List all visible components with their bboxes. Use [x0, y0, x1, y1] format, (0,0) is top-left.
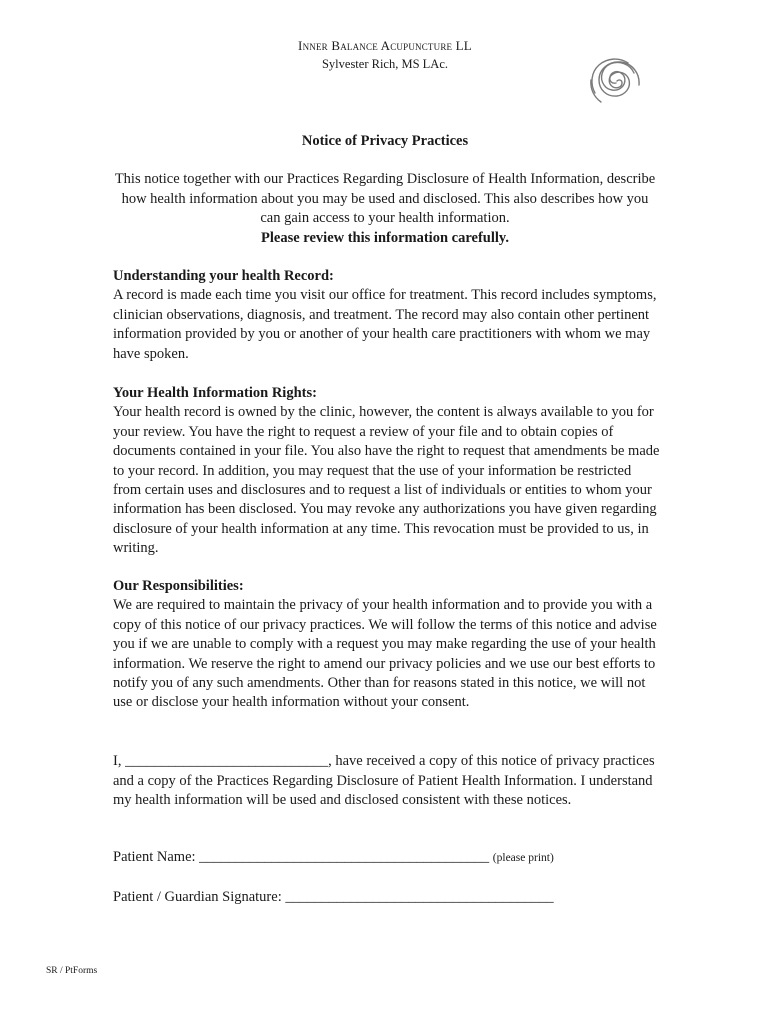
intro-text: This notice together with our Practices Regarding Disclosure of Health Information, describe how health information about you may be used and disclosed. This also describes how you can gain access to your health information. [114, 171, 656, 226]
please-print-note: (please print) [492, 852, 554, 864]
practitioner-name: Sylvester Rich, MS LAc. [321, 57, 449, 71]
acknowledgement-paragraph: I, ____________________________, have received a copy of this notice of privacy practices and a copy of the Practices Regarding Disclosure of Patient Health Information. I understand my health information will be used and disclosed consistent with these notices. [113, 753, 655, 808]
section-body: We are required to maintain the privacy of your health information and to provide you with a copy of this notice of our privacy practices. We will follow the terms of this notice and advise you if we are unable to comply with a request you may make regarding the use of your health information. We reserve the right to amend our privacy policies and we use our best efforts to notify you of any such amendments. Other than for reasons stated in this notice, we will not use or disclose your health information without your consent. [113, 597, 657, 711]
patient-name-line[interactable]: ________________________________________ [199, 849, 490, 865]
section-heading: Understanding your health Record: [113, 268, 334, 284]
spiral-logo-icon [583, 47, 651, 115]
section-rights [113, 384, 661, 559]
signature-line[interactable]: _____________________________________ [285, 889, 554, 905]
section-body: Your health record is owned by the clinic, however, the content is always available to you for your review. You have the right to request a review of your file and to obtain copies of documents contained in your file. You also have the right to request that amendments be made to your record. In addition, you may request that the use of your information be restricted from certain uses and disclosures and to request a list of individuals or entities to whom your information has been disclosed. You may revoke any authorizations you have given regarding disclosure of your health information at any time. This revocation must be provided to us, in writing. [113, 404, 660, 557]
company-name: Inner Balance Acupuncture LL [298, 38, 472, 53]
section-health-record [113, 267, 661, 364]
signature-label: Patient / Guardian Signature: [113, 889, 282, 905]
section-heading: Your Health Information Rights: [113, 385, 317, 401]
section-body: A record is made each time you visit our office for treatment. This record includes symptoms, clinician observations, diagnosis, and treatment. The record may also contain other pertinent information provided by you or another of your health care practitioners with whom we may have spoken. [113, 287, 657, 362]
form-code-footer: SR / PtForms [46, 966, 98, 976]
signature-row [113, 889, 554, 906]
intro-emphasis: Please review this information carefully. [261, 229, 509, 246]
patient-name-label: Patient Name: [113, 849, 196, 865]
section-responsibilities [113, 577, 661, 713]
notice-title: Notice of Privacy Practices [301, 133, 469, 149]
patient-name-row [113, 849, 554, 866]
intro-paragraph [112, 170, 658, 248]
section-heading: Our Responsibilities: [113, 578, 244, 594]
